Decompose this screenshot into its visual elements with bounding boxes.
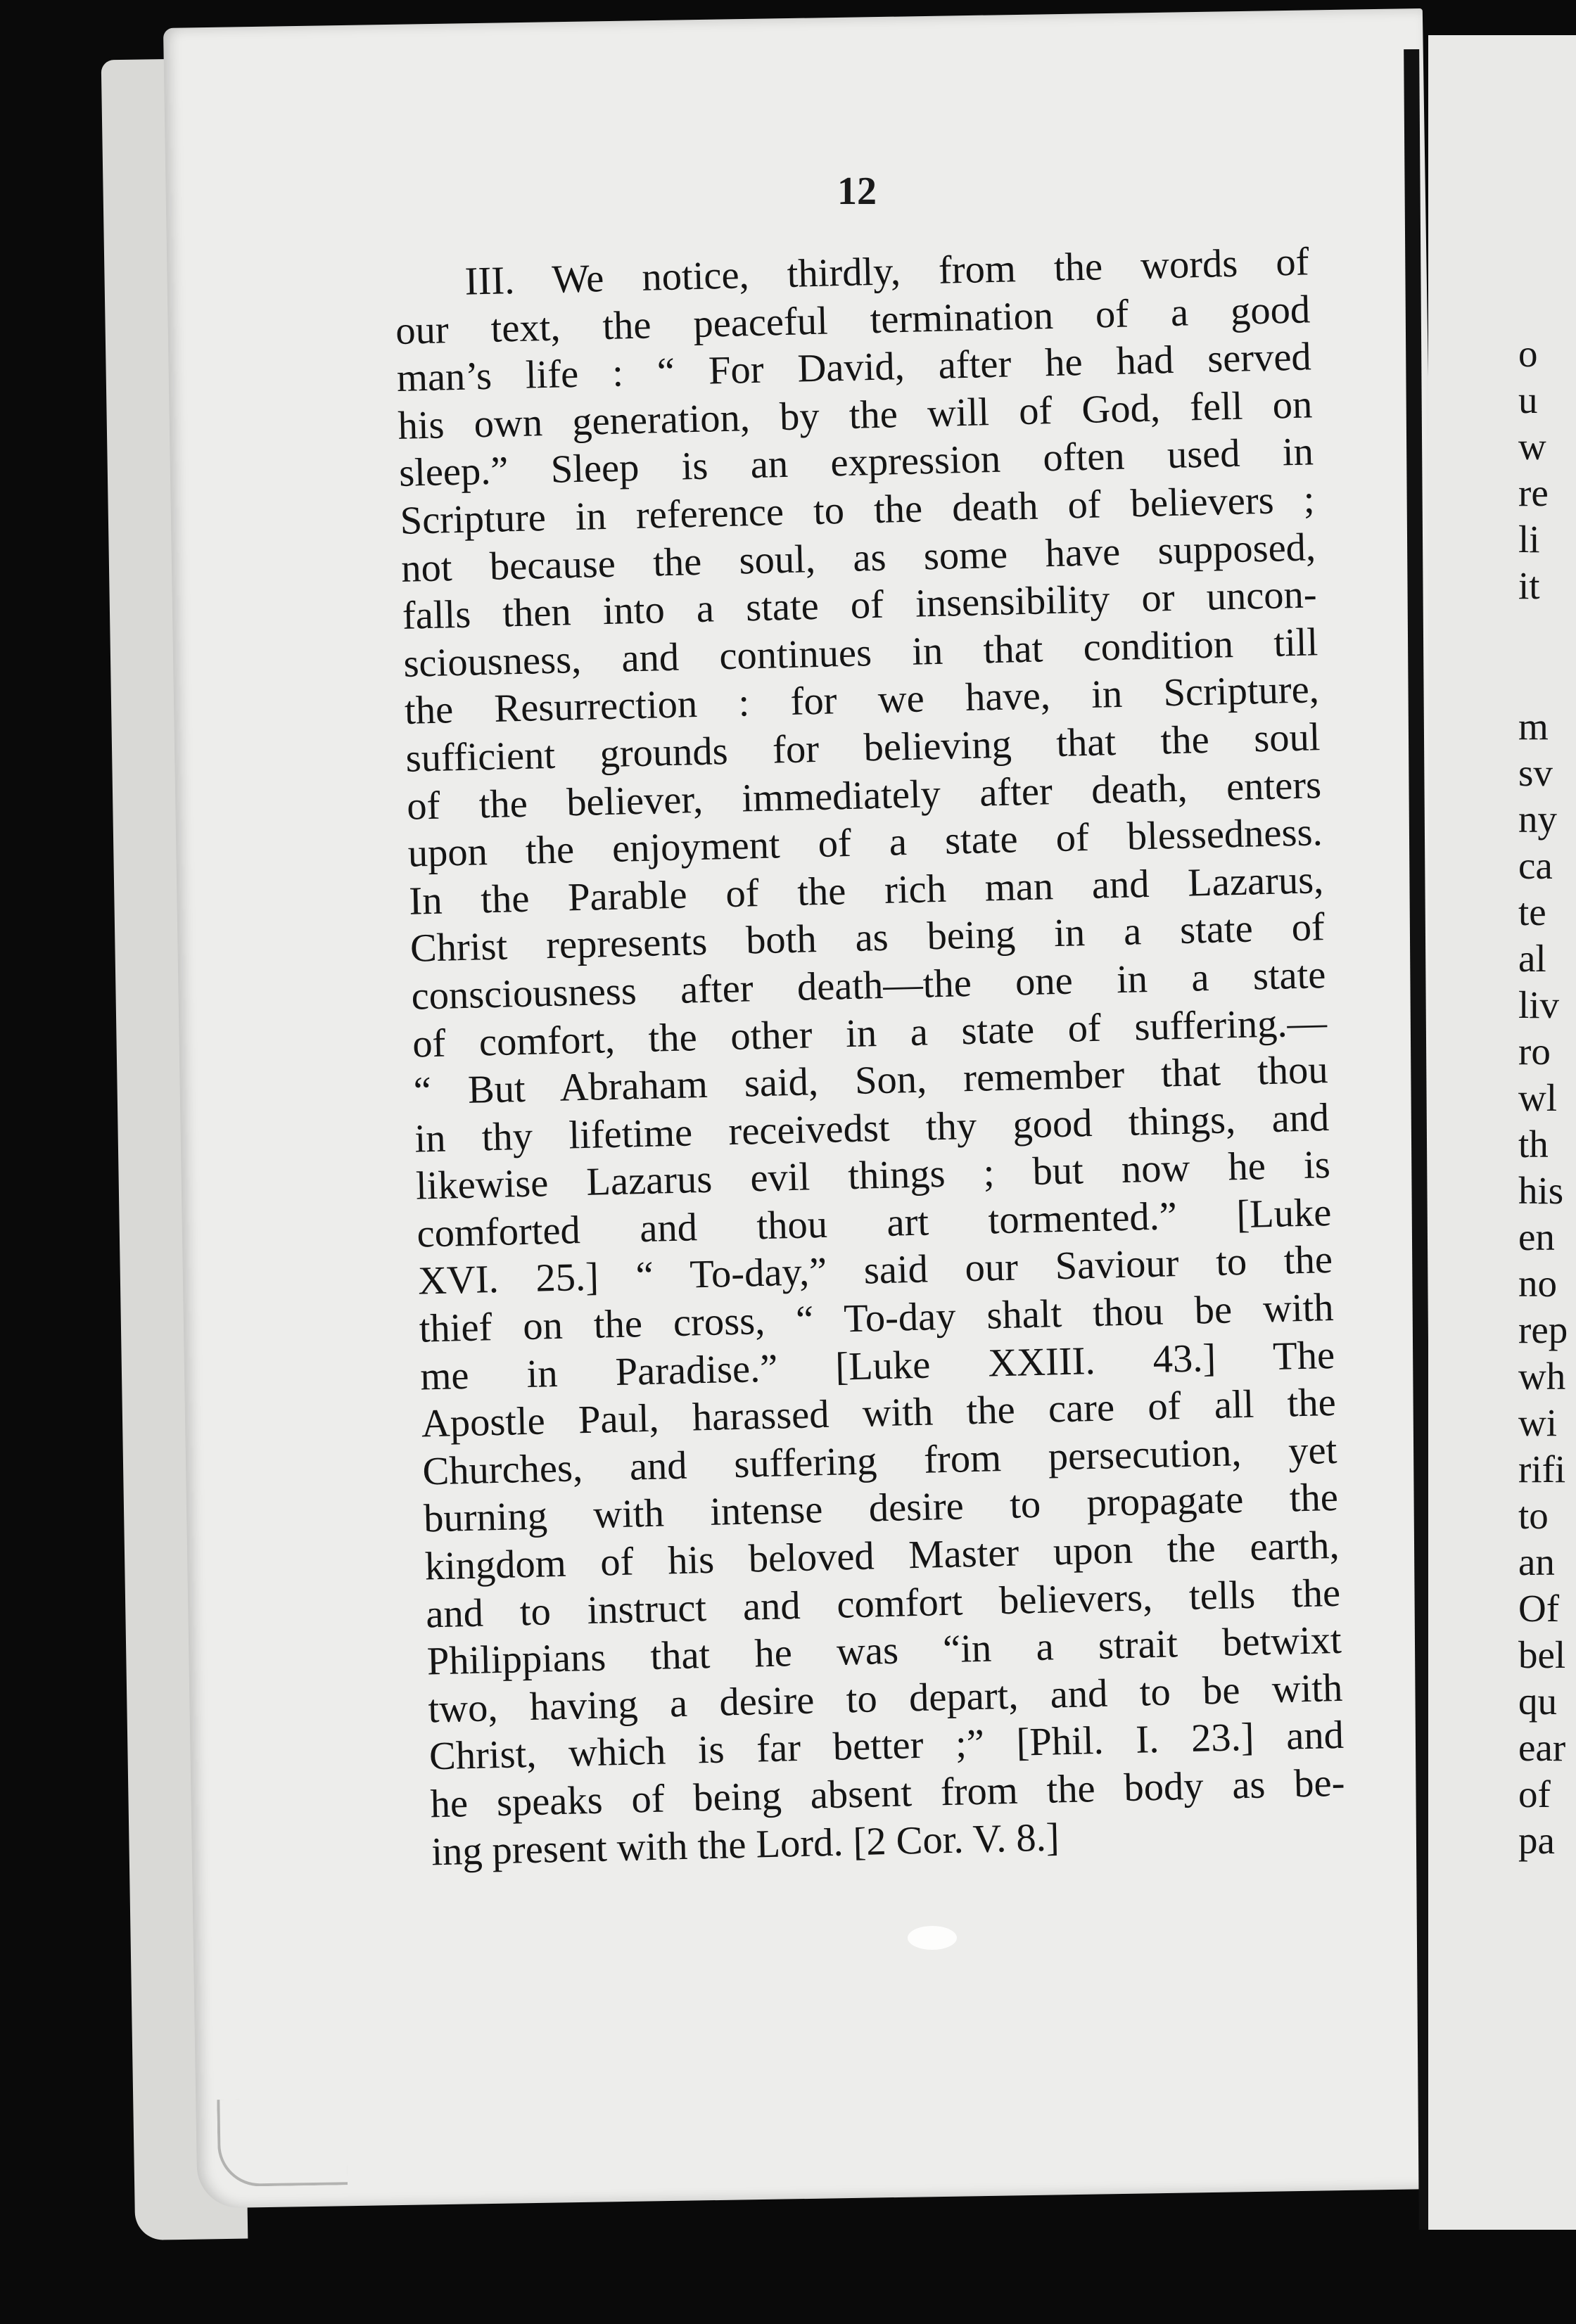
text-line: and to instruct and comfort believers, tells the (425, 1571, 1341, 1637)
next-page-fragment: wl (1518, 1076, 1557, 1119)
text-line: III. We notice, thirdly, from the words of (464, 240, 1310, 304)
text-line: Churches, and suffering from persecution, yet (421, 1428, 1337, 1494)
text-line: the Resurrection : for we have, in Scripture, (404, 668, 1320, 734)
next-page-fragment: rep (1518, 1308, 1568, 1351)
next-page-fragment: qu (1518, 1680, 1557, 1723)
next-page-fragment: to (1518, 1494, 1549, 1537)
next-page-fragment: te (1518, 890, 1546, 933)
page-body-text (394, 238, 1347, 1876)
next-page-fragment: ear (1518, 1726, 1566, 1769)
text-line: “ But Abraham said, Son, remember that thou (413, 1048, 1329, 1113)
next-page-fragment: th (1518, 1123, 1549, 1166)
scan-speck (908, 1926, 957, 1950)
next-page-fragment: Of (1518, 1587, 1560, 1630)
next-page-fragment: wi (1518, 1401, 1557, 1444)
next-page-fragment: rifi (1518, 1448, 1566, 1490)
next-page-fragment: his (1518, 1169, 1564, 1212)
text-line: of comfort, the other in a state of suffering.— (412, 1000, 1328, 1066)
next-page-fragment: en (1518, 1215, 1555, 1258)
text-line: Philippians that he was “in a strait betwixt (426, 1618, 1342, 1684)
text-line: Christ, which is far better ;” [Phil. I. 23.] and (428, 1713, 1345, 1779)
text-line: sciousness, and continues in that condition till (402, 620, 1318, 686)
next-page-fragment: no (1518, 1262, 1557, 1305)
next-page-fragment: bel (1518, 1633, 1566, 1676)
text-line: ing present with the Lord. [2 Cor. V. 8.] (431, 1815, 1060, 1874)
next-page-fragment: o (1518, 332, 1538, 375)
next-page-fragment: of (1518, 1773, 1551, 1815)
next-page-fragment: it (1518, 564, 1540, 607)
text-line: he speaks of being absent from the body as be- (430, 1761, 1346, 1827)
text-line: burning with intense desire to propagate the (423, 1476, 1339, 1541)
text-line: XVI. 25.] “ To-day,” said our Saviour to the (417, 1238, 1333, 1304)
text-line: consciousness after death—the one in a state (410, 952, 1327, 1019)
text-line: thief on the cross, “ To-day shalt thou be with (419, 1286, 1335, 1351)
text-line: our text, the peaceful termination of a good (395, 287, 1311, 353)
text-line: sufficient grounds for believing that the soul (405, 715, 1321, 781)
next-page-fragment: w (1518, 425, 1546, 468)
text-line: comforted and thou art tormented.” [Luke (416, 1190, 1332, 1256)
text-line: Christ represents both as being in a state of (409, 905, 1326, 971)
next-page-fragment: re (1518, 471, 1549, 514)
text-line: sleep.” Sleep is an expression often used in (398, 430, 1314, 496)
text-line: Scripture in reference to the death of believers ; (400, 478, 1316, 543)
next-page-edge (1428, 35, 1576, 2230)
next-page-fragment: an (1518, 1540, 1555, 1583)
next-page-fragment: ca (1518, 844, 1553, 887)
text-line: two, having a desire to depart, and to be with (427, 1666, 1343, 1732)
next-page-fragment: al (1518, 937, 1546, 980)
next-page-fragment: ro (1518, 1030, 1551, 1073)
text-line: falls then into a state of insensibility or uncon- (402, 573, 1318, 639)
next-page-fragment: pa (1518, 1819, 1555, 1862)
text-line: not because the soul, as some have supposed, (400, 525, 1316, 591)
next-page-fragment: liv (1518, 983, 1560, 1026)
next-page-fragment: li (1518, 518, 1540, 561)
text-line: man’s life : “ For David, after he had served (396, 335, 1312, 401)
next-page-fragment: m (1518, 705, 1549, 748)
text-line: In the Parable of the rich man and Lazarus, (408, 857, 1324, 924)
text-line: kingdom of his beloved Master upon the earth, (424, 1523, 1340, 1589)
text-line: in thy lifetime receivedst thy good things, and (414, 1095, 1330, 1161)
text-line: his own generation, by the will of God, fell on (397, 383, 1313, 448)
text-line: of the believer, immediately after death, enters (406, 762, 1322, 829)
text-line: likewise Lazarus evil things ; but now he is (415, 1143, 1331, 1208)
text-line: upon the enjoyment of a state of blessedness. (407, 810, 1323, 876)
text-line: Apostle Paul, harassed with the care of all the (421, 1381, 1337, 1446)
next-page-fragment: wh (1518, 1355, 1566, 1398)
next-page-fragment: ny (1518, 798, 1557, 841)
next-page-fragment: u (1518, 378, 1538, 421)
text-line: me in Paradise.” [Luke XXIII. 43.] The (419, 1333, 1335, 1399)
next-page-fragment: sv (1518, 751, 1553, 794)
page-number: 12 (837, 170, 877, 213)
